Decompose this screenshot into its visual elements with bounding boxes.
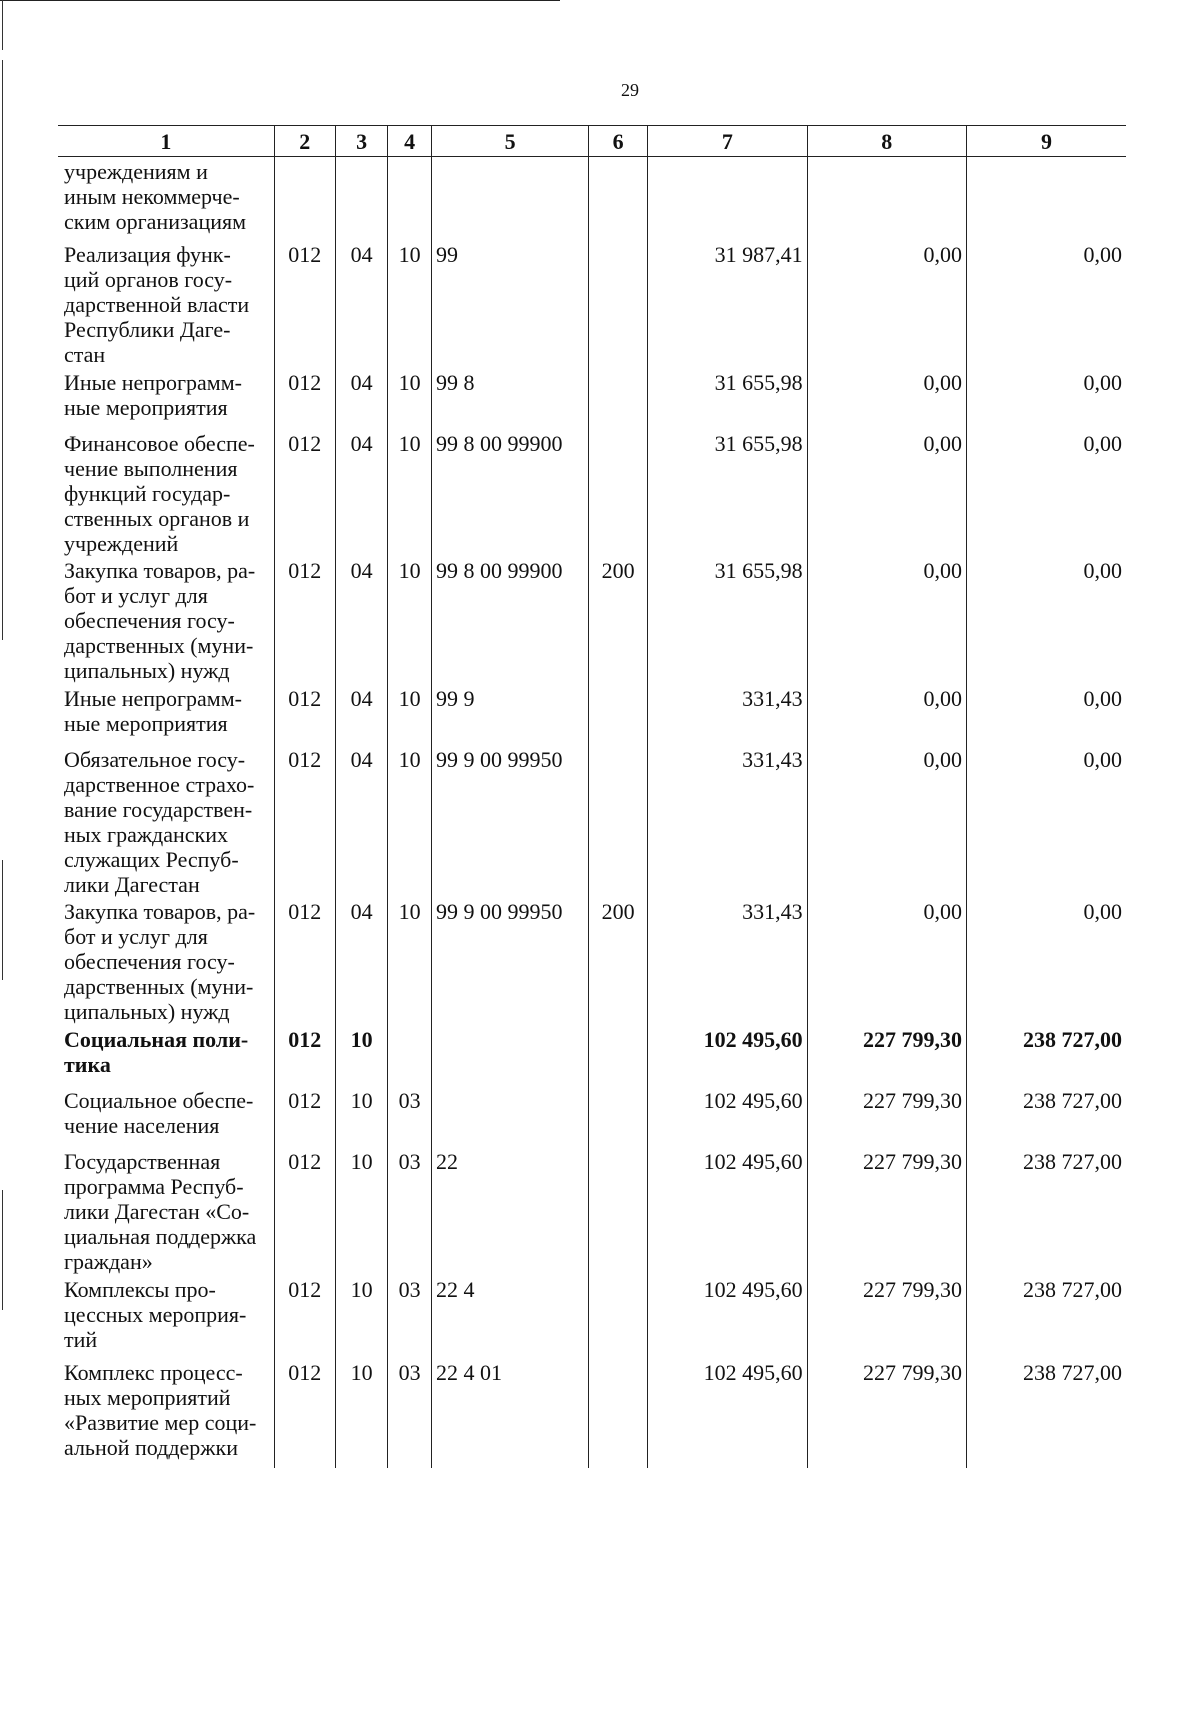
row-name-line: ные мероприятия bbox=[64, 710, 228, 736]
target-article-code: 22 4 bbox=[431, 1275, 588, 1358]
amount-col-7 bbox=[648, 157, 807, 240]
amount-col-9: 238 727,00 bbox=[967, 1086, 1127, 1147]
row-name-line: Закупка товаров, ра- bbox=[64, 557, 256, 583]
amount-col-9: 0,00 bbox=[967, 745, 1127, 897]
row-name bbox=[58, 1275, 274, 1358]
expense-type-code bbox=[589, 157, 648, 240]
row-name-line: лики Дагестан «Со- bbox=[64, 1198, 250, 1224]
row-name bbox=[58, 429, 274, 556]
section-code: 04 bbox=[335, 240, 387, 368]
row-name bbox=[58, 1147, 274, 1275]
target-article-code: 99 9 00 99950 bbox=[431, 897, 588, 1025]
row-name-line: бот и услуг для bbox=[64, 582, 208, 608]
top-edge-rule bbox=[0, 0, 560, 1]
target-article-code: 99 bbox=[431, 240, 588, 368]
ministry-code: 012 bbox=[274, 684, 335, 745]
amount-col-7: 31 655,98 bbox=[648, 368, 807, 429]
row-name-line: Государственная bbox=[64, 1148, 221, 1174]
expense-type-code: 200 bbox=[589, 556, 648, 684]
amount-col-7: 31 987,41 bbox=[648, 240, 807, 368]
amount-col-7: 31 655,98 bbox=[648, 556, 807, 684]
table-row bbox=[58, 1086, 1126, 1147]
table-row bbox=[58, 1147, 1126, 1275]
target-article-code: 99 9 00 99950 bbox=[431, 745, 588, 897]
row-name-line: учреждениям и bbox=[64, 159, 208, 184]
table-row bbox=[58, 1275, 1126, 1358]
row-name-line: обеспечения госу- bbox=[64, 948, 235, 974]
row-name-line: ственных органов и bbox=[64, 505, 250, 531]
expense-type-code bbox=[589, 240, 648, 368]
amount-col-8: 0,00 bbox=[807, 368, 966, 429]
subsection-code: 10 bbox=[388, 240, 432, 368]
expense-type-code bbox=[589, 368, 648, 429]
section-code: 10 bbox=[335, 1358, 387, 1468]
table-row bbox=[58, 157, 1126, 240]
row-name-line: Реализация функ- bbox=[64, 241, 231, 267]
subsection-code: 10 bbox=[388, 368, 432, 429]
column-header-2: 2 bbox=[274, 126, 335, 157]
row-name-line: чение выполнения bbox=[64, 455, 238, 481]
amount-col-8: 227 799,30 bbox=[807, 1086, 966, 1147]
row-name-line: обеспечения госу- bbox=[64, 607, 235, 633]
row-name bbox=[58, 556, 274, 684]
row-name-line: ных мероприятий bbox=[64, 1384, 231, 1410]
ministry-code: 012 bbox=[274, 240, 335, 368]
row-name-line: Комплексы про- bbox=[64, 1276, 216, 1302]
expense-type-code bbox=[589, 745, 648, 897]
row-name-line: дарственное страхо- bbox=[64, 771, 255, 797]
row-name-line: ским организациям bbox=[64, 209, 247, 234]
column-header-1: 1 bbox=[58, 126, 274, 157]
section-code: 04 bbox=[335, 684, 387, 745]
section-code: 10 bbox=[335, 1086, 387, 1147]
amount-col-9: 238 727,00 bbox=[967, 1025, 1127, 1086]
column-header-7: 7 bbox=[648, 126, 807, 157]
amount-col-8: 0,00 bbox=[807, 240, 966, 368]
row-name-line: Иные непрограмм- bbox=[64, 369, 242, 395]
subsection-code bbox=[388, 157, 432, 240]
table-row bbox=[58, 745, 1126, 897]
amount-col-8: 0,00 bbox=[807, 684, 966, 745]
column-header-8: 8 bbox=[807, 126, 966, 157]
row-name-line: иным некоммерче- bbox=[64, 184, 240, 209]
row-name-line: ций органов госу- bbox=[64, 266, 233, 292]
scan-edge-mark bbox=[2, 860, 3, 980]
ministry-code: 012 bbox=[274, 1025, 335, 1086]
row-name-line: Социальное обеспе- bbox=[64, 1087, 254, 1113]
scan-edge-mark bbox=[2, 1190, 3, 1310]
table-row bbox=[58, 1358, 1126, 1468]
amount-col-9: 238 727,00 bbox=[967, 1275, 1127, 1358]
amount-col-8: 227 799,30 bbox=[807, 1147, 966, 1275]
row-name bbox=[58, 897, 274, 1025]
table-row bbox=[58, 368, 1126, 429]
row-name-line: циальная поддержка bbox=[64, 1223, 257, 1249]
row-name bbox=[58, 1086, 274, 1147]
row-name-line: Закупка товаров, ра- bbox=[64, 898, 256, 924]
row-name-line: «Развитие мер соци- bbox=[64, 1409, 257, 1435]
expense-type-code bbox=[589, 1358, 648, 1468]
row-name-line: учреждений bbox=[64, 530, 179, 556]
row-name-line: дарственной власти bbox=[64, 291, 250, 317]
expense-type-code: 200 bbox=[589, 897, 648, 1025]
section-code: 04 bbox=[335, 368, 387, 429]
amount-col-7: 102 495,60 bbox=[648, 1147, 807, 1275]
expense-type-code bbox=[589, 429, 648, 556]
section-code: 10 bbox=[335, 1025, 387, 1086]
target-article-code: 99 8 bbox=[431, 368, 588, 429]
section-code: 04 bbox=[335, 745, 387, 897]
subsection-code: 10 bbox=[388, 684, 432, 745]
ministry-code: 012 bbox=[274, 1147, 335, 1275]
amount-col-8: 0,00 bbox=[807, 429, 966, 556]
amount-col-8: 227 799,30 bbox=[807, 1275, 966, 1358]
row-name-line: ных гражданских bbox=[64, 821, 229, 847]
table-row bbox=[58, 429, 1126, 556]
ministry-code: 012 bbox=[274, 556, 335, 684]
row-name-line: ципальных) нужд bbox=[64, 998, 230, 1024]
row-name-line: Комплекс процесс- bbox=[64, 1359, 243, 1385]
subsection-code: 03 bbox=[388, 1147, 432, 1275]
amount-col-7: 331,43 bbox=[648, 897, 807, 1025]
ministry-code: 012 bbox=[274, 1358, 335, 1468]
row-name bbox=[58, 745, 274, 897]
subsection-code: 03 bbox=[388, 1086, 432, 1147]
table-body bbox=[58, 157, 1126, 1468]
amount-col-8: 227 799,30 bbox=[807, 1025, 966, 1086]
expense-type-code bbox=[589, 1086, 648, 1147]
target-article-code: 22 4 01 bbox=[431, 1358, 588, 1468]
amount-col-9: 0,00 bbox=[967, 429, 1127, 556]
target-article-code bbox=[431, 157, 588, 240]
column-header-4: 4 bbox=[388, 126, 432, 157]
amount-col-7: 31 655,98 bbox=[648, 429, 807, 556]
budget-table bbox=[58, 125, 1126, 1468]
ministry-code: 012 bbox=[274, 1275, 335, 1358]
section-code: 04 bbox=[335, 556, 387, 684]
amount-col-7: 102 495,60 bbox=[648, 1086, 807, 1147]
row-name-line: Республики Даге- bbox=[64, 316, 231, 342]
amount-col-9: 0,00 bbox=[967, 684, 1127, 745]
table-header bbox=[58, 126, 1126, 157]
amount-col-9 bbox=[967, 157, 1127, 240]
amount-col-7: 102 495,60 bbox=[648, 1358, 807, 1468]
table-row bbox=[58, 684, 1126, 745]
expense-type-code bbox=[589, 1275, 648, 1358]
amount-col-9: 238 727,00 bbox=[967, 1147, 1127, 1275]
row-name-line: тий bbox=[64, 1326, 98, 1352]
ministry-code bbox=[274, 157, 335, 240]
ministry-code: 012 bbox=[274, 368, 335, 429]
row-name-line: вание государствен- bbox=[64, 796, 253, 822]
expense-type-code bbox=[589, 1147, 648, 1275]
target-article-code: 99 8 00 99900 bbox=[431, 556, 588, 684]
row-name-line: служащих Респуб- bbox=[64, 846, 239, 872]
target-article-code: 99 9 bbox=[431, 684, 588, 745]
amount-col-8: 0,00 bbox=[807, 897, 966, 1025]
row-name bbox=[58, 684, 274, 745]
row-name-line: дарственных (муни- bbox=[64, 973, 254, 999]
row-name-line: стан bbox=[64, 341, 106, 367]
table-row bbox=[58, 240, 1126, 368]
row-name-line: дарственных (муни- bbox=[64, 632, 254, 658]
subsection-code bbox=[388, 1025, 432, 1086]
ministry-code: 012 bbox=[274, 1086, 335, 1147]
target-article-code: 99 8 00 99900 bbox=[431, 429, 588, 556]
column-header-9: 9 bbox=[967, 126, 1127, 157]
row-name-line: программа Респуб- bbox=[64, 1173, 244, 1199]
section-code bbox=[335, 157, 387, 240]
row-name-line: ные мероприятия bbox=[64, 394, 228, 420]
row-name-line: чение населения bbox=[64, 1112, 220, 1138]
expense-type-code bbox=[589, 1025, 648, 1086]
amount-col-7: 102 495,60 bbox=[648, 1275, 807, 1358]
table-row bbox=[58, 897, 1126, 1025]
target-article-code bbox=[431, 1025, 588, 1086]
header-row bbox=[58, 126, 1126, 157]
amount-col-7: 102 495,60 bbox=[648, 1025, 807, 1086]
scan-edge-mark bbox=[2, 60, 3, 640]
subsection-code: 10 bbox=[388, 897, 432, 1025]
amount-col-8: 0,00 bbox=[807, 556, 966, 684]
amount-col-9: 238 727,00 bbox=[967, 1358, 1127, 1468]
subsection-code: 03 bbox=[388, 1358, 432, 1468]
section-code: 04 bbox=[335, 897, 387, 1025]
section-code: 10 bbox=[335, 1275, 387, 1358]
column-header-5: 5 bbox=[431, 126, 588, 157]
amount-col-7: 331,43 bbox=[648, 684, 807, 745]
row-name bbox=[58, 368, 274, 429]
row-name bbox=[58, 1025, 274, 1086]
expense-type-code bbox=[589, 684, 648, 745]
target-article-code bbox=[431, 1086, 588, 1147]
row-name-line: цессных мероприя- bbox=[64, 1301, 247, 1327]
section-code: 04 bbox=[335, 429, 387, 556]
row-name-line: функций государ- bbox=[64, 480, 231, 506]
table-row bbox=[58, 556, 1126, 684]
subsection-code: 10 bbox=[388, 429, 432, 556]
row-name-line: лики Дагестан bbox=[64, 871, 200, 897]
row-name-line: альной поддержки bbox=[64, 1434, 238, 1460]
amount-col-9: 0,00 bbox=[967, 368, 1127, 429]
row-name-line: ципальных) нужд bbox=[64, 657, 230, 683]
column-header-3: 3 bbox=[335, 126, 387, 157]
section-code: 10 bbox=[335, 1147, 387, 1275]
row-name-line: бот и услуг для bbox=[64, 923, 208, 949]
row-name-line: Финансовое обеспе- bbox=[64, 430, 255, 456]
amount-col-8 bbox=[807, 157, 966, 240]
table-row bbox=[58, 1025, 1126, 1086]
row-name bbox=[58, 240, 274, 368]
scan-edge-mark bbox=[2, 0, 3, 50]
subsection-code: 10 bbox=[388, 556, 432, 684]
target-article-code: 22 bbox=[431, 1147, 588, 1275]
amount-col-9: 0,00 bbox=[967, 556, 1127, 684]
amount-col-7: 331,43 bbox=[648, 745, 807, 897]
amount-col-8: 0,00 bbox=[807, 745, 966, 897]
amount-col-9: 0,00 bbox=[967, 240, 1127, 368]
column-header-6: 6 bbox=[589, 126, 648, 157]
amount-col-8: 227 799,30 bbox=[807, 1358, 966, 1468]
amount-col-9: 0,00 bbox=[967, 897, 1127, 1025]
row-name-line: Иные непрограмм- bbox=[64, 685, 242, 711]
subsection-code: 03 bbox=[388, 1275, 432, 1358]
ministry-code: 012 bbox=[274, 429, 335, 556]
row-name-line: граждан» bbox=[64, 1248, 153, 1274]
row-name-line: тика bbox=[64, 1051, 111, 1077]
row-name bbox=[58, 157, 274, 240]
row-name bbox=[58, 1358, 274, 1468]
ministry-code: 012 bbox=[274, 745, 335, 897]
row-name-line: Социальная поли- bbox=[64, 1026, 249, 1052]
row-name-line: Обязательное госу- bbox=[64, 746, 246, 772]
subsection-code: 10 bbox=[388, 745, 432, 897]
ministry-code: 012 bbox=[274, 897, 335, 1025]
page-number: 29 bbox=[621, 80, 639, 100]
